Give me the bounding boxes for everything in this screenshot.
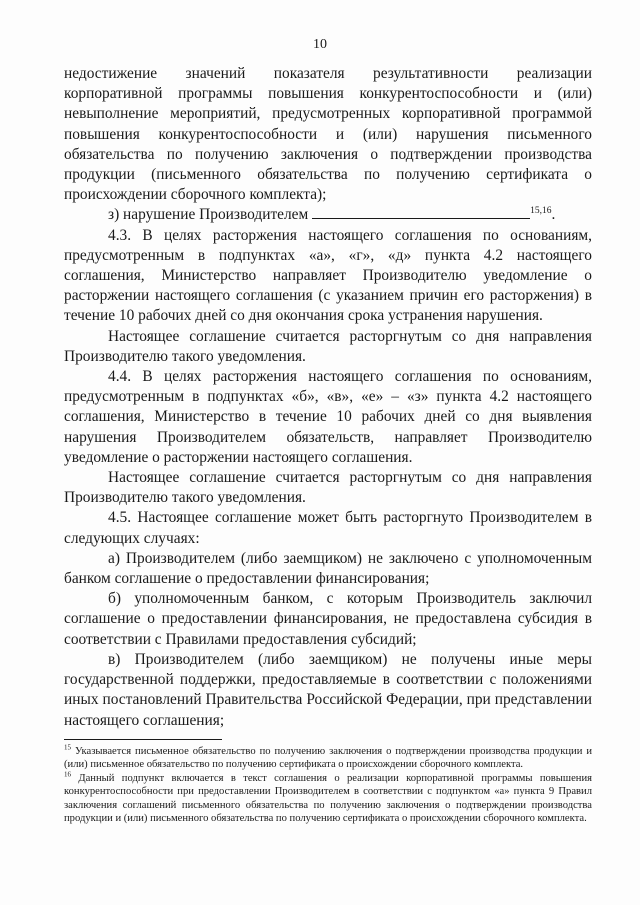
footnote-16-text: Данный подпункт включается в текст соглашения о реализации корпоративной программы повышения конкурентоспособности при предоставлении Производителем в соответствии с подпунктом «а» пункта 9 Правил заключения соглашений письменного обязательства по получению заключения о подтверждении производства продукции и (или) письменного обязательства по получению сертификата о происхождении сборочного комплекта. <box>64 772 592 825</box>
paragraph-4-5-v: в) Производителем (либо заемщиком) не получены иные меры государственной поддержки, предоставляемые в соответствии с положениями иных постановлений Правительства Российской Федерации, при представлении настоящего соглашения; <box>64 650 592 729</box>
footnote-15 <box>64 745 592 772</box>
paragraph-4-4: 4.4. В целях расторжения настоящего соглашения по основаниям, предусмотренным в подпунктах «б», «в», «е» – «з» пункта 4.2 настоящего соглашения, Министерство в течение 10 рабочих дней со дня выявления нарушения Производителем обязательств, направляет Производителю уведомление о расторжении настоящего соглашения. <box>64 368 592 466</box>
item-z-end: . <box>551 206 556 224</box>
document-body <box>64 64 592 731</box>
paragraph-4-4-termination: Настоящее соглашение считается расторгнутым со дня направления Производителю такого уведомления. <box>64 469 592 507</box>
paragraph-4-5: 4.5. Настоящее соглашение может быть расторгнуто Производителем в следующих случаях: <box>64 509 592 547</box>
footnote-16 <box>64 772 592 826</box>
paragraph-4-5-a: а) Производителем (либо заемщиком) не заключено с уполномоченным банком соглашение о предоставлении финансирования; <box>64 549 592 588</box>
footnote-15-mark: 15 <box>64 743 71 752</box>
paragraph-4-3-termination: Настоящее соглашение считается расторгнутым со дня направления Производителю такого уведомления. <box>64 327 592 365</box>
page-number: 10 <box>313 37 327 52</box>
paragraph-item-z <box>64 205 592 225</box>
footnote-divider <box>64 739 222 740</box>
footnotes <box>64 745 592 825</box>
paragraph-continuation: недостижение значений показателя результативности реализации корпоративной программы повышения конкурентоспособности и (или) невыполнение мероприятий, предусмотренных корпоративной программой повышения конкурентоспособности и (или) нарушения письменного обязательства по получению заключения о подтверждении производства продукции (письменного обязательства по получению сертификата о происхождении сборочного комплекта); <box>64 65 592 204</box>
paragraph-4-5-b: б) уполномоченным банком, с которым Производитель заключил соглашение о предоставлении финансирования, не предоставлена субсидия в соответствии с Правилами предоставления субсидий; <box>64 590 592 648</box>
footnote-ref-15-16: 15,16 <box>530 206 552 217</box>
paragraph-4-3: 4.3. В целях расторжения настоящего соглашения по основаниям, предусмотренным в подпунктах «а», «г», «д» пункта 4.2 настоящего соглашения, Министерство направляет Производителю уведомление о расторжении настоящего соглашения (с указанием причин его расторжения) в течение 10 рабочих дней со дня окончания срока устранения нарушения. <box>64 226 592 325</box>
footnote-15-text: Указывается письменное обязательство по получению заключения о подтверждении производства продукции и (или) письменное обязательство по получению сертификата о происхождении сборочного комплекта. <box>64 746 592 771</box>
item-z-text: з) нарушение Производителем <box>108 206 309 224</box>
blank-fill-line <box>312 205 530 219</box>
footnote-16-mark: 16 <box>64 770 71 779</box>
